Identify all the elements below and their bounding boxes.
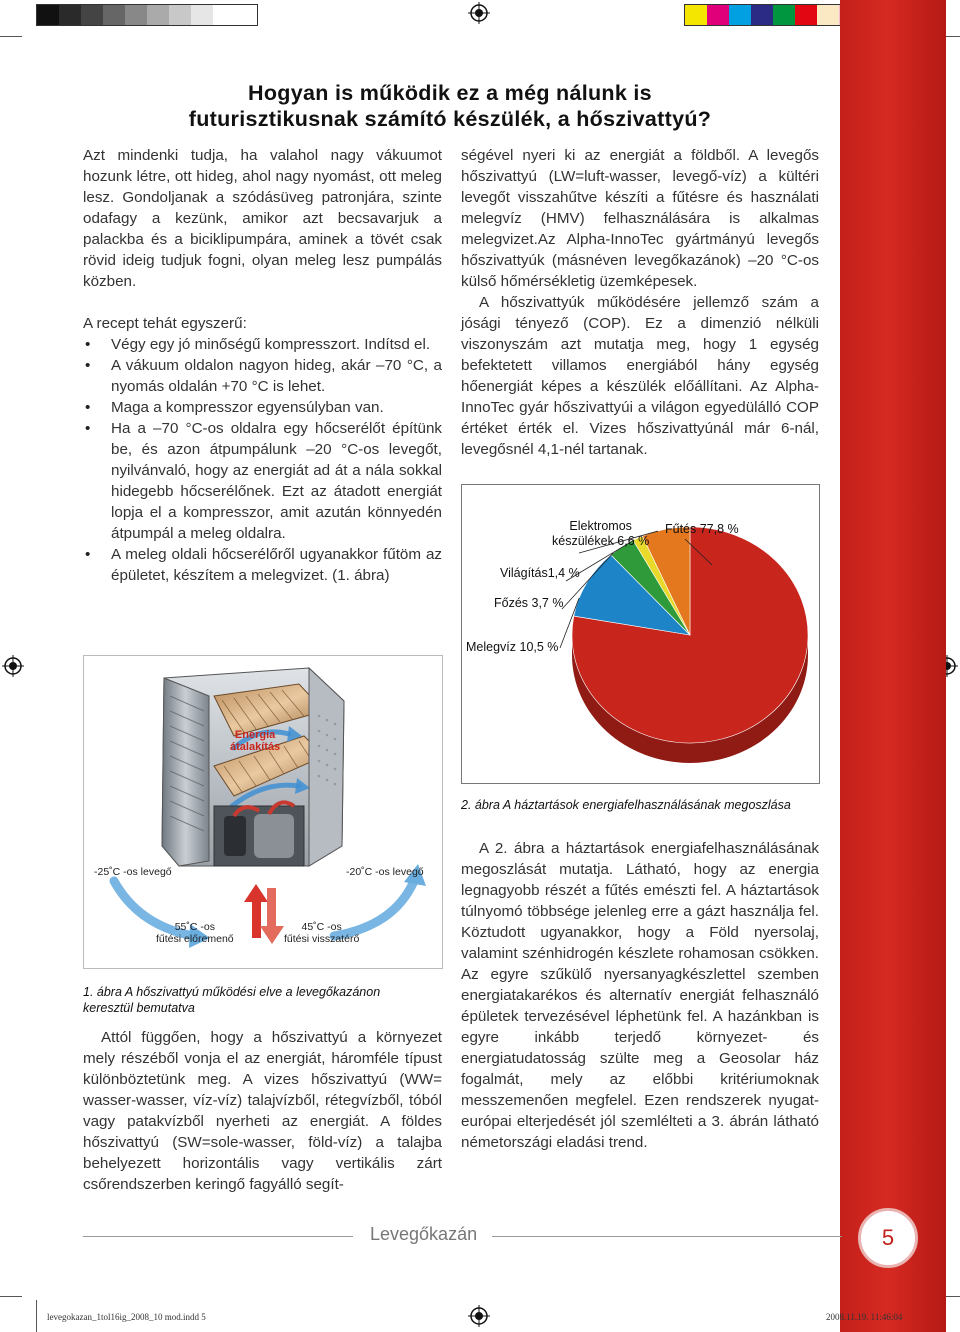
energy-label-line1: Energia xyxy=(234,729,276,741)
figure-1-heat-pump xyxy=(83,655,443,969)
registration-target-icon xyxy=(2,655,24,677)
recipe-list xyxy=(83,334,442,586)
left-column-lower xyxy=(83,1027,442,1195)
consumption-paragraph: A 2. ábra a háztartások energiafelhasználásának megoszlását mutatja. Látható, hogy az energia legnagyobb részét a fűtés emészti fel. A háztartások túlnyomó többsége jelenleg erre a gázt használja fel. Köztudott ugyanakkor, hogy a Föld nyersolaj, valamint szénhidrogén készlete rohamosan csökken. Az egyre szűkülő nyersanyagkészlettel szemben energiatakarékos és alternatív energiát felhasználó épületek tervezésével léphetünk fel. A hazánkban is egyre inkább terjedő környezet- és energiatudatosság szülte meg a Geosolar ház fogalmát, mely az előbbi kritériumoknak messzemenően megfelel. Ezen rendszerek nyugat-európai elterjedését jól szemlélteti a 3. ábrán látható németországi eladási trend. xyxy=(461,840,819,1151)
cop-paragraph: A hőszivattyúk működésére jellemző szám a jósági tényező (COP). Ez a dimenzió nélküli viszonyszám azt mutatja meg, hogy 1 egység befektetett villamos energiából hány egység hőenergiát képes a készülék előállítani. Az Alpha-InnoTec gyár hőszivattyúi a világon egyedülálló COP értéket érték el. Vizes hőszivattyúnál már 6-nál, levegősnél 4,1-nél tartanak. xyxy=(461,294,819,458)
slice-label-electronics xyxy=(552,519,649,549)
figure-1-caption xyxy=(83,984,380,1016)
list-item: • Maga a kompresszor egyensúlyban van. xyxy=(83,397,442,418)
registration-bar-grey xyxy=(36,4,258,26)
return-label xyxy=(284,921,359,945)
figure-2-pie-chart xyxy=(461,484,820,784)
registration-target-icon xyxy=(468,2,490,24)
figure-1-caption-line2: keresztül bemutatva xyxy=(83,1001,195,1015)
slice-label-lighting: Világítás1,4 % xyxy=(500,566,580,580)
left-column-upper xyxy=(83,145,442,586)
flow-label xyxy=(156,921,234,945)
right-column-upper xyxy=(461,145,819,460)
page-number: 5 xyxy=(858,1208,918,1268)
recipe-heading: A recept tehát egyszerű: xyxy=(83,315,247,332)
slice-label-hot-water: Melegvíz 10,5 % xyxy=(466,640,559,654)
figure-1-caption-line1: 1. ábra A hőszivattyú működési elve a levegőkazánon xyxy=(83,985,381,999)
print-slug-left: levegokazan_1tol16ig_2008_10 mod.indd 5 xyxy=(47,1312,206,1322)
energy-label xyxy=(230,729,280,753)
air-out-label: -20˚C -os levegő xyxy=(346,866,424,878)
heat-pump-illustration xyxy=(84,656,442,968)
crop-mark xyxy=(36,1300,37,1332)
slice-label-electronics-line1: Elektromos xyxy=(569,519,632,533)
return-label-line2: fűtési visszatérő xyxy=(284,933,360,945)
return-label-line1: 45˚C -os xyxy=(301,921,342,933)
figure-2-caption: 2. ábra A háztartások energiafelhasználásának megoszlása xyxy=(461,798,791,812)
slice-label-electronics-line2: készülékek 6,6 % xyxy=(552,534,650,548)
crop-mark xyxy=(0,1296,22,1297)
list-item: • Végy egy jó minőségű kompresszort. Indítsd el. xyxy=(83,334,442,355)
flow-label-line1: 55˚C -os xyxy=(174,921,215,933)
air-pump-paragraph: ségével nyeri ki az energiát a földből. A levegős hőszivattyú (LW=luft-wasser, levegő-víz) a kültéri levegőt visszahűtve készíti a fűtésre és használati melegvíz (HMV) felhasználására is alkalmas melegvizet.Az Alpha-InnoTec gyártmányú levegős hőszivattyúk (másnéven levegőkazánok) –20 °C-os külső hőmérsékletig üzemképesek. xyxy=(461,147,819,290)
red-side-strip xyxy=(840,0,946,1332)
article-title-line1: Hogyan is működik ez a még nálunk is xyxy=(248,81,652,105)
footer-section-title: Levegőkazán xyxy=(370,1224,478,1244)
footer-rule-left xyxy=(83,1236,353,1237)
print-slug-right: 2008.11.19. 11:46:04 xyxy=(826,1312,903,1322)
list-item: • A meleg oldali hőcserélőről ugyanakkor fűtöm az épületet, készítem a melegvizet. (1. ábra) xyxy=(83,544,442,586)
slice-label-heating: Fűtés 77,8 % xyxy=(665,522,739,536)
list-item: • A vákuum oldalon nagyon hideg, akár –70 °C, a nyomás oldalán +70 °C is lehet. xyxy=(83,355,442,397)
crop-mark xyxy=(0,36,22,37)
flow-label-line2: fűtési előremenő xyxy=(156,933,234,945)
types-paragraph: Attól függően, hogy a hőszivattyú a környezet mely részéből vonja el az energiát, háromféle típust különböztetünk meg. A vizes hőszivattyú (WW= wasser-wasser, víz-víz) talajvízből, rétegvízből, tóból vagy patakvízből nyerheti az energiát. A földes hőszivattyú (SW=sole-wasser, föld-víz) a talajba behelyezett horizontális vagy vertikális zárt csőrendszerben keringő fagyálló segít- xyxy=(83,1029,442,1193)
air-in-label: -25˚C -os levegő xyxy=(94,866,172,878)
footer-rule-right xyxy=(492,1236,842,1237)
list-item: • Ha a –70 °C-os oldalra egy hőcserélőt építünk be, és azon átpumpálunk –20 °C-os levegőt, nyilvánvaló, hogy az energiát ad át a nála sokkal hidegebb hőcserélőnek. Ezt az átadott energiát lopja el a kompresszor, amit azután könnyedén átpumpál a meleg oldalra. xyxy=(83,418,442,544)
intro-paragraph: Azt mindenki tudja, ha valahol nagy vákuumot hozunk létre, ott hideg, ahol nagy nyomást, ott meleg lesz. Gondoljanak a szódásüveg patronjára, szinte odafagy a kezünk, amikor azt becsavarjuk a palackba és a biciklipumpára, aminek a tövét csak rövid ideig tudjuk fogni, olyan meleg lesz pumpálás közben. xyxy=(83,147,442,290)
registration-target-icon xyxy=(468,1305,490,1327)
energy-label-line2: átalakítás xyxy=(230,741,281,753)
right-column-lower xyxy=(461,838,819,1153)
slice-label-cooking: Főzés 3,7 % xyxy=(494,596,564,610)
article-title xyxy=(120,80,780,132)
article-title-line2: futurisztikusnak számító készülék, a hőszivattyú? xyxy=(188,107,712,131)
